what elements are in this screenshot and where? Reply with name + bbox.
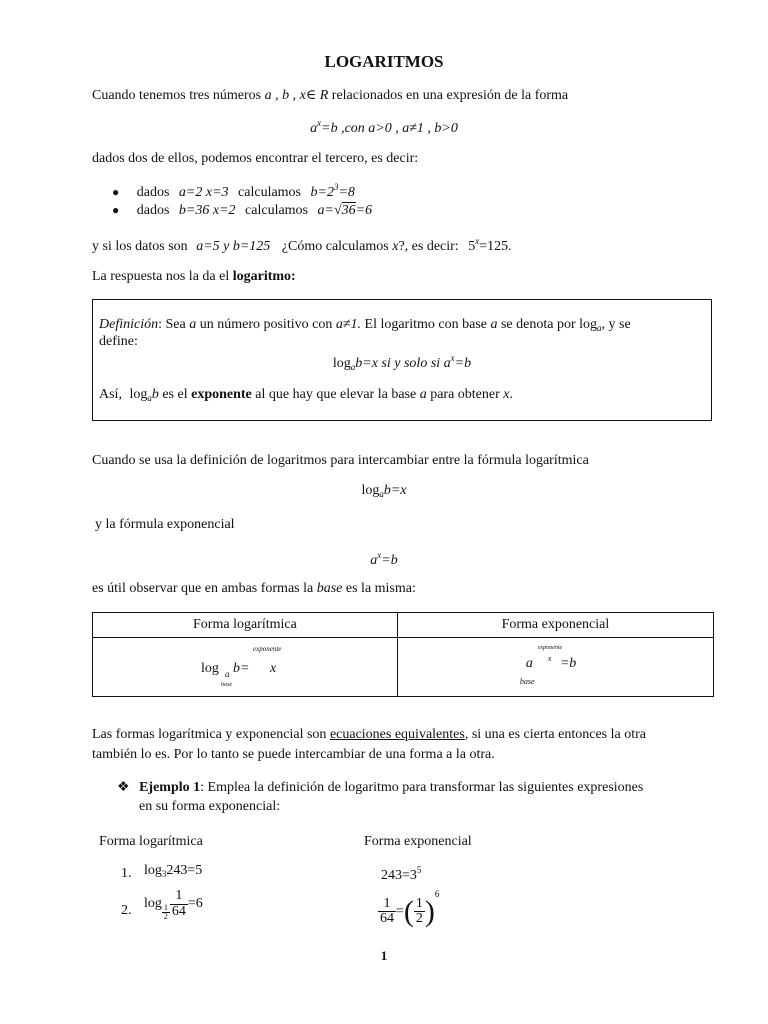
question-tail: ?, es decir:: [398, 239, 459, 254]
formula-rest: =b: [381, 553, 398, 568]
equivalent-line-2: también lo es. Por lo tanto se puede intercambiar de una forma a la otra.: [92, 747, 495, 762]
example-item-2-log: [144, 889, 203, 922]
bullet-item-2: [112, 203, 372, 219]
bullet-result: =8: [338, 185, 355, 200]
log-equals: =6: [187, 896, 203, 912]
fraction-den: 64: [380, 911, 394, 927]
exchange-text: es la misma:: [345, 581, 416, 596]
definition-asi-line: [99, 387, 513, 403]
question-eq-rest: =125.: [479, 239, 512, 254]
equivalent-text: , si una es cierta entonces la otra: [464, 727, 646, 742]
bullet-dot: ●: [112, 185, 120, 199]
definition-box: [92, 299, 712, 421]
math-x: x: [503, 387, 510, 402]
example-line-2: en su forma exponencial:: [139, 799, 281, 814]
log-formula-rest: b=x: [383, 483, 407, 498]
exchange-line-2: y la fórmula exponencial: [95, 517, 235, 532]
definition-text: El logaritmo con base: [364, 317, 487, 332]
formula-base: a: [310, 121, 318, 136]
asi-text: es el: [162, 387, 188, 402]
log-symbol: log: [332, 356, 351, 371]
formula-base: a: [370, 553, 378, 568]
log-base: a: [379, 489, 384, 499]
table-header-cell: Forma logarítmica: [93, 613, 398, 638]
exp-formula: [0, 550, 768, 569]
question-x: x: [392, 239, 399, 254]
formula-body: b=x si y solo si a: [355, 356, 451, 371]
example-label: Ejemplo 1: [139, 780, 201, 795]
intro-paragraph: [92, 87, 568, 104]
asi-label: Así,: [99, 387, 122, 402]
fraction-den: 2: [163, 912, 168, 922]
page-number: 1: [380, 948, 388, 963]
log-base: 3: [161, 869, 167, 879]
question-data: a=5 y b=125: [196, 239, 271, 254]
exp-power: 6: [434, 889, 440, 899]
definition-text: se denota por: [500, 317, 576, 332]
sqrt-sign: √: [333, 203, 342, 218]
base-label: base: [519, 677, 535, 686]
fraction-num: 1: [378, 897, 396, 913]
log-base: a: [597, 323, 602, 333]
equals-sign: =: [396, 903, 404, 919]
math-b: b=: [233, 661, 250, 676]
log-base-fraction: [162, 904, 170, 922]
rhs-fraction: [414, 897, 425, 927]
intro-lead: Cuando tenemos tres números: [92, 88, 262, 103]
exponente-label: exponente: [253, 645, 282, 653]
bullet-lead: dados: [136, 185, 170, 200]
question-eq-exp: x: [475, 236, 480, 246]
answer-bold: logaritmo:: [232, 269, 296, 284]
page-title: LOGARITMOS: [324, 52, 444, 71]
formula-rest: =b: [559, 656, 577, 671]
bullet-given: a=2 x=3: [178, 185, 229, 200]
log-symbol: log: [144, 896, 162, 912]
bullet-dot: ●: [112, 203, 120, 217]
log-base: a: [350, 362, 356, 372]
exp-base: 243=3: [381, 868, 417, 883]
definition-text: , y se: [601, 317, 631, 332]
question-line: [92, 236, 512, 255]
bullet-item-1: [112, 182, 355, 201]
math-a: a: [490, 317, 498, 332]
table-header-row: [93, 613, 714, 638]
equivalent-line-1: [92, 727, 646, 743]
bullet-mid: calculamos: [245, 203, 309, 218]
log-symbol: log: [361, 483, 380, 498]
example-item-1-number: 1.: [121, 866, 132, 881]
col-log-header: Forma logarítmica: [99, 834, 203, 849]
exchange-italic: base: [316, 581, 343, 596]
intro-vars: a , b , x∈ R: [264, 88, 329, 103]
math-b: b: [151, 387, 159, 402]
definition-line-1: [99, 317, 631, 333]
formula-exponent: x: [317, 118, 322, 128]
bullet-exp: 3: [333, 182, 339, 192]
asi-bold: exponente: [191, 387, 252, 402]
log-symbol: log: [579, 317, 598, 332]
math-x: x: [270, 661, 277, 676]
bullet-result: =6: [355, 203, 373, 218]
fraction-den: 64: [171, 903, 186, 919]
main-formula: [0, 118, 768, 137]
definition-text: : Sea: [158, 317, 186, 332]
table-cell-log: [93, 638, 398, 697]
asi-text: para obtener: [430, 387, 500, 402]
answer-lead: La respuesta nos la da el: [92, 269, 230, 284]
forms-table: [92, 612, 714, 697]
base-label: base: [221, 682, 232, 688]
question-lead: y si los datos son: [92, 239, 188, 254]
example-item-2-exp: [378, 889, 439, 927]
exchange-text: es útil observar que en ambas formas la: [92, 581, 314, 596]
bullet-b: b=2: [310, 185, 334, 200]
log-symbol: log: [144, 863, 162, 878]
sqrt-radicand: 36: [341, 203, 356, 218]
log-argument: 243=5: [166, 863, 203, 878]
definition-text: un número positivo con: [199, 317, 333, 332]
example-text: : Emplea la definición de logaritmo para transformar las siguientes expresiones: [200, 780, 644, 795]
math-x: x: [547, 654, 552, 663]
right-paren: ): [424, 894, 435, 928]
definition-formula: [93, 353, 711, 372]
math-a: a: [189, 317, 197, 332]
math-a: a: [525, 656, 533, 671]
exchange-line: Cuando se usa la definición de logaritmos para intercambiar entre la fórmula logarítmica: [92, 453, 589, 468]
log-symbol: log: [201, 661, 219, 676]
col-exp-header: Forma exponencial: [364, 834, 472, 849]
formula-exponent: x: [450, 353, 455, 363]
equivalent-underlined: ecuaciones equivalentes: [329, 727, 465, 742]
exchange-line-3: [92, 581, 416, 597]
table-row: [93, 638, 714, 697]
fraction-den: 2: [415, 911, 423, 927]
exp-power: 5: [416, 865, 422, 875]
example-item-2-number: 2.: [121, 903, 132, 918]
exponente-label: exponente: [537, 645, 563, 651]
lhs-fraction: [378, 897, 396, 927]
log-base: a: [147, 393, 152, 403]
intro-tail: relacionados en una expresión de la forma: [331, 88, 569, 103]
bullet-b: a=: [317, 203, 334, 218]
log-arg-fraction: [170, 889, 188, 919]
fraction-num: 1: [163, 903, 168, 913]
formula-conditions: =b ,con a>0 , a≠1 , b>0: [321, 121, 458, 136]
answer-line: [92, 269, 296, 285]
table-cell-exp: [397, 638, 713, 697]
formula-exponent: x: [377, 550, 382, 560]
asi-end: .: [509, 387, 513, 402]
diamond-bullet-icon: ❖: [117, 780, 130, 795]
fraction-num: 1: [415, 895, 423, 911]
bullet-lead: dados: [136, 203, 170, 218]
formula-tail: =b: [454, 356, 472, 371]
given-two-text: dados dos de ellos, podemos encontrar el tercero, es decir:: [92, 151, 419, 166]
example-item-1-exp: [381, 865, 421, 884]
definition-line-2: define:: [99, 334, 138, 349]
log-symbol: log: [129, 387, 148, 402]
log-formula: [0, 483, 768, 499]
question-eq-base: 5: [468, 239, 476, 254]
equivalent-text: Las formas logarítmica y exponencial son: [92, 727, 327, 742]
fraction-num: 1: [170, 889, 188, 905]
log-base: a: [225, 669, 230, 679]
example-line-1: [117, 779, 643, 796]
bullet-given: b=36 x=2: [178, 203, 236, 218]
table-header-cell: Forma exponencial: [397, 613, 713, 638]
bullet-mid: calculamos: [238, 185, 302, 200]
question-ask: ¿Cómo calculamos: [281, 239, 389, 254]
definition-label: Definición: [99, 317, 159, 332]
example-item-1-log: [144, 863, 202, 879]
math-a: a: [419, 387, 427, 402]
definition-cond: a≠1.: [335, 317, 362, 332]
asi-text: al que hay que elevar la base: [255, 387, 417, 402]
left-paren: (: [403, 894, 414, 928]
